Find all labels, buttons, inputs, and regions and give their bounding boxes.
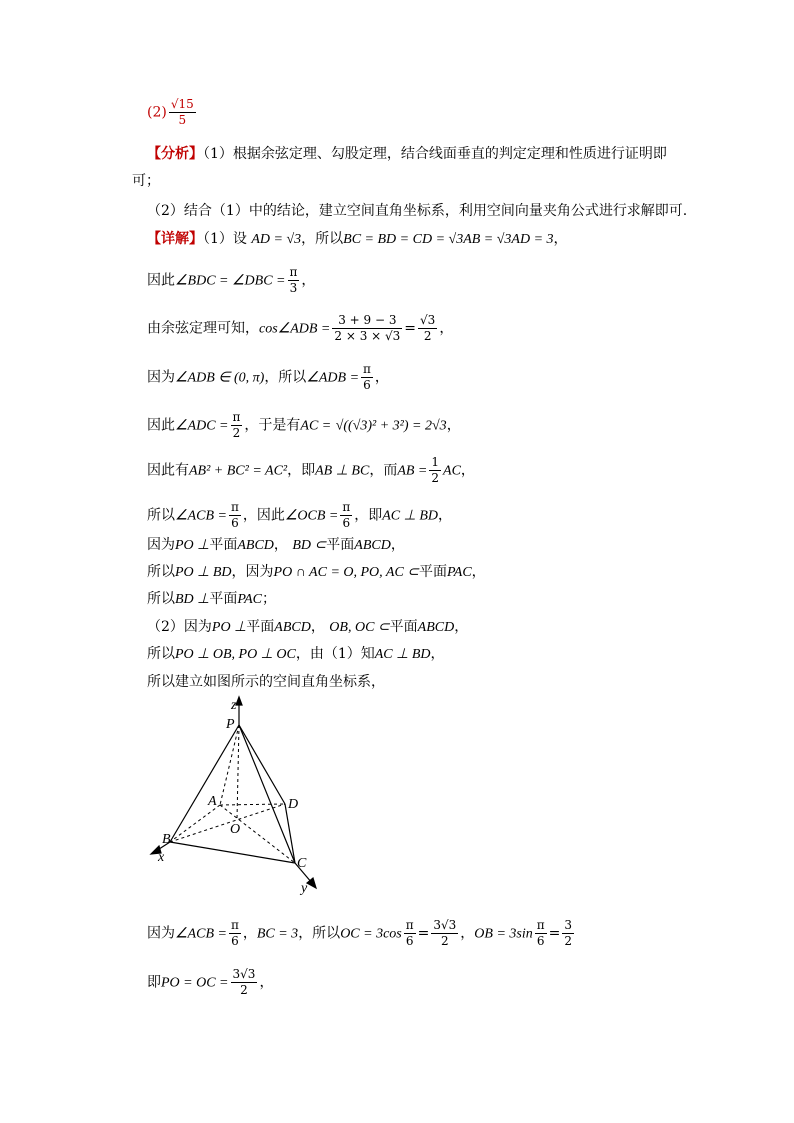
label-C: C bbox=[297, 856, 307, 871]
detail-line-5: 因此∠ADC = $\frac{\pi}{2}$ ，于是有AC = √((√3)² + 3²) = 2√3， bbox=[147, 410, 461, 440]
label-O: O bbox=[230, 822, 241, 837]
pyramid-figure bbox=[140, 695, 330, 900]
analysis-line-2: （2）结合（1）中的结论，建立空间直角坐标系，利用空间向量夹角公式进行求解即可. bbox=[147, 203, 688, 219]
detail-line-11: （2）因为PO ⊥平面ABCD， OB, OC ⊂平面ABCD， bbox=[147, 619, 469, 635]
frac-cos: $\frac{3 + 9 - 3}{2 \times 3 \times √3}$ bbox=[334, 313, 401, 343]
detail-line-13: 所以建立如图所示的空间直角坐标系， bbox=[147, 674, 385, 690]
label-B: B bbox=[162, 832, 171, 847]
label-A: A bbox=[208, 794, 217, 809]
detail-line-1: 【详解】（1）设 AD = √3，所以BC = BD = CD = √3AB = √3AD = 3， bbox=[147, 231, 568, 247]
answer-label: (2) bbox=[147, 104, 167, 121]
frac-pi-3: $\frac{\pi}{3}$ bbox=[289, 265, 298, 295]
detail-line-12: 所以PO ⊥ OB, PO ⊥ OC，由（1）知AC ⊥ BD， bbox=[147, 646, 445, 662]
edge-PD bbox=[239, 725, 285, 804]
z-arrow-icon bbox=[236, 697, 242, 705]
detail-tag: 【详解】 bbox=[147, 231, 203, 247]
frac-pi-6: $\frac{\pi}{6}$ bbox=[363, 362, 371, 392]
detail-line-6: 因此有AB² + BC² = AC²，即AB ⊥ BC，而AB = $\frac{1}{2}$ AC， bbox=[147, 455, 475, 485]
detail-line-15: 即PO = OC = $\frac{3√3}{2}$ ， bbox=[147, 967, 274, 997]
edge-PC bbox=[239, 725, 295, 863]
edge-PB bbox=[170, 725, 239, 842]
detail-line-10: 所以BD ⊥平面PAC； bbox=[147, 591, 276, 607]
label-x: x bbox=[158, 850, 165, 865]
answer-fraction: $\frac{√15}{5}$ bbox=[170, 97, 194, 127]
frac-pi-2: $\frac{\pi}{2}$ bbox=[232, 410, 241, 440]
edge-BC bbox=[170, 842, 295, 863]
analysis-line-1b: 可； bbox=[132, 173, 160, 189]
edge-PA bbox=[220, 725, 239, 805]
frac-half: $\frac{1}{2}$ bbox=[431, 455, 440, 485]
label-z: z bbox=[231, 698, 237, 713]
analysis-line-1: 【分析】（1）根据余弦定理、勾股定理，结合线面垂直的判定定理和性质进行证明即 bbox=[147, 146, 667, 162]
edge-AD bbox=[220, 804, 285, 805]
diagonal-BD bbox=[170, 804, 285, 842]
label-P: P bbox=[226, 717, 235, 732]
edge-DC bbox=[285, 804, 295, 863]
detail-line-4: 因为∠ADB ∈ (0, π)，所以∠ADB = $\frac{\pi}{6}$ ， bbox=[147, 362, 389, 392]
label-y: y bbox=[301, 881, 308, 896]
frac-sqrt3-2: $\frac{√3}{2}$ bbox=[420, 313, 436, 343]
detail-line-8: 因为PO ⊥平面ABCD， BD ⊂平面ABCD， bbox=[147, 537, 405, 553]
detail-line-7: 所以∠ACB = $\frac{\pi}{6}$ ，因此∠OCB = $\frac{\pi}{6}$ ，即AC ⊥ BD， bbox=[147, 500, 452, 530]
edge-AB bbox=[170, 805, 220, 842]
detail-line-9: 所以PO ⊥ BD，因为PO ∩ AC = O, PO, AC ⊂平面PAC， bbox=[147, 564, 486, 580]
detail-line-14: 因为∠ACB = $\frac{\pi}{6}$ ，BC = 3，所以OC = 3cos $\frac{\pi}{6}$ = $\frac{3√3}{2}$ ，OB = 3sin $\frac{\pi}{6}$ = $\frac{3}{2}$ bbox=[147, 918, 573, 948]
analysis-tag: 【分析】 bbox=[147, 146, 203, 162]
detail-line-3: 由余弦定理可知，cos∠ADB = $\frac{3 + 9 - 3}{2 \times 3 \times √3}$ = $\frac{√3}{2}$ ， bbox=[147, 313, 454, 343]
detail-line-2: 因此∠BDC = ∠DBC = $\frac{\pi}{3}$ ， bbox=[147, 265, 316, 295]
label-D: D bbox=[288, 797, 299, 812]
answer-2 bbox=[147, 97, 198, 128]
